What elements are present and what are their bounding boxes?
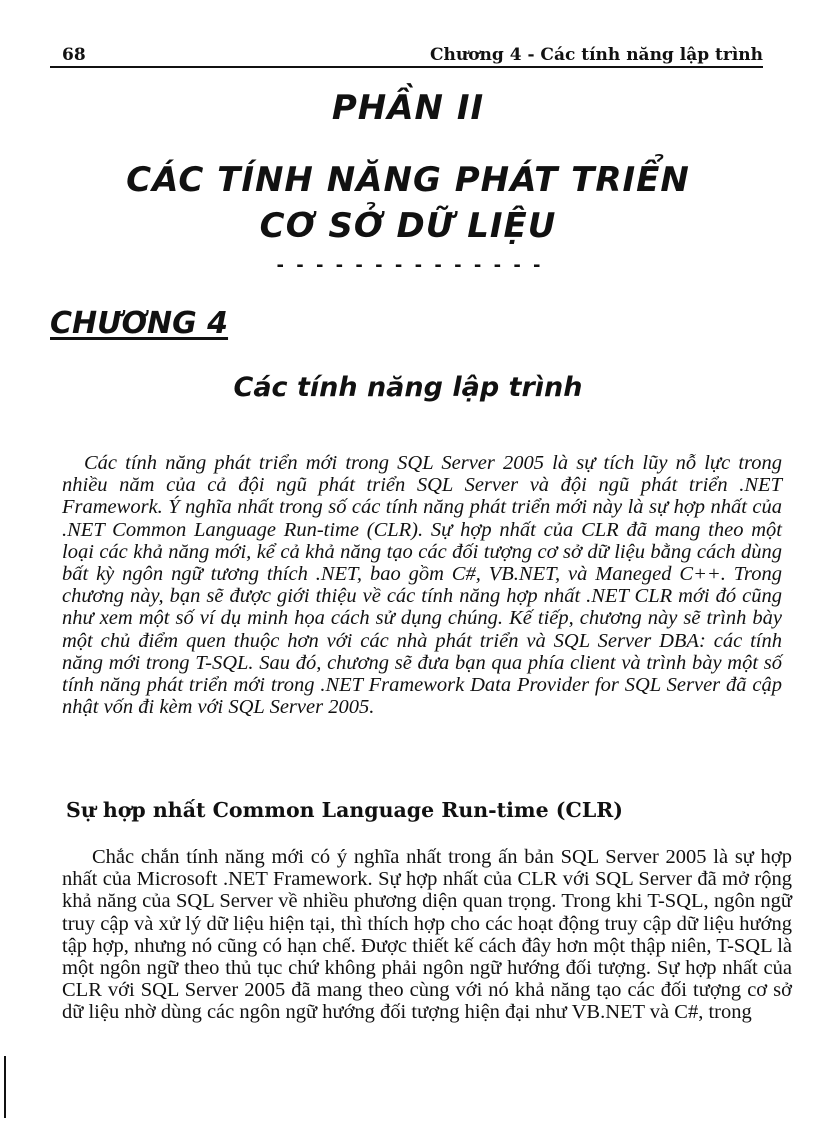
chapter-label: CHƯƠNG 4 [50, 306, 229, 341]
part-title-line1: CÁC TÍNH NĂNG PHÁT TRIỂN [126, 160, 690, 200]
part-title-line2: CƠ SỞ DỮ LIỆU [259, 206, 557, 246]
scan-edge-mark [4, 1056, 6, 1118]
running-title: Chương 4 - Các tính năng lập trình [429, 45, 763, 65]
intro-paragraph: Các tính năng phát triển mới trong SQL Server 2005 là sự tích lũy nỗ lực trong nhiều năm của cả đội ngũ phát triển SQL Server và đội ngũ phát triển .NET Framework. Ý nghĩa nhất trong số các tính năng phát triển mới này là sự hợp nhất của .NET Common Language Run-time (CLR). Sự hợp nhất của CLR đã mang theo một loại các khả năng mới, kể cả khả năng tạo các đối tượng cơ sở dữ liệu bằng cách dùng bất kỳ ngôn ngữ tương thích .NET, bao gồm C#, VB.NET, và Maneged C++. Trong chương này, bạn sẽ được giới thiệu về các tính năng hợp nhất .NET CLR mới đó cũng như xem một số ví dụ minh họa cách sử dụng chúng. Kế tiếp, chương này sẽ trình bày một chủ điểm quen thuộc hơn với các nhà phát triển và SQL Server DBA: các tính năng mới trong T-SQL. Sau đó, chương sẽ đưa bạn qua phía client và trình bày một số tính năng phát triển mới trong .NET Framework Data Provider for SQL Server đã cập nhật vốn đi kèm với SQL Server 2005. [62, 452, 782, 719]
page-number: 68 [62, 45, 86, 65]
chapter-title: Các tính năng lập trình [233, 372, 583, 403]
section-paragraph: Chắc chắn tính năng mới có ý nghĩa nhất trong ấn bản SQL Server 2005 là sự hợp nhất của Microsoft .NET Framework. Sự hợp nhất của CLR với SQL Server đã mở rộng khả năng của SQL Server về nhiều phương diện quan trọng. Trong khi T-SQL, ngôn ngữ truy cập và xử lý dữ liệu hiện tại, thì thích hợp cho các hoạt động truy cập dữ liệu hướng tập hợp, nhưng nó cũng có hạn chế. Được thiết kế cách đây hơn một thập niên, T-SQL là một ngôn ngữ theo thủ tục chứ không phải ngôn ngữ hướng đối tượng. Sự hợp nhất của CLR với SQL Server 2005 đã mang theo cùng với nó khả năng tạo các đối tượng cơ sở dữ liệu nhờ dùng các ngôn ngữ hướng đối tượng hiện đại như VB.NET và C#, trong [62, 846, 792, 1024]
running-header [50, 42, 763, 68]
part-label: PHẦN II [331, 88, 485, 128]
decorative-separator: - - - - - - - - - - - - - - [276, 255, 544, 276]
section-heading: Sự hợp nhất Common Language Run-time (CLR) [66, 798, 623, 822]
